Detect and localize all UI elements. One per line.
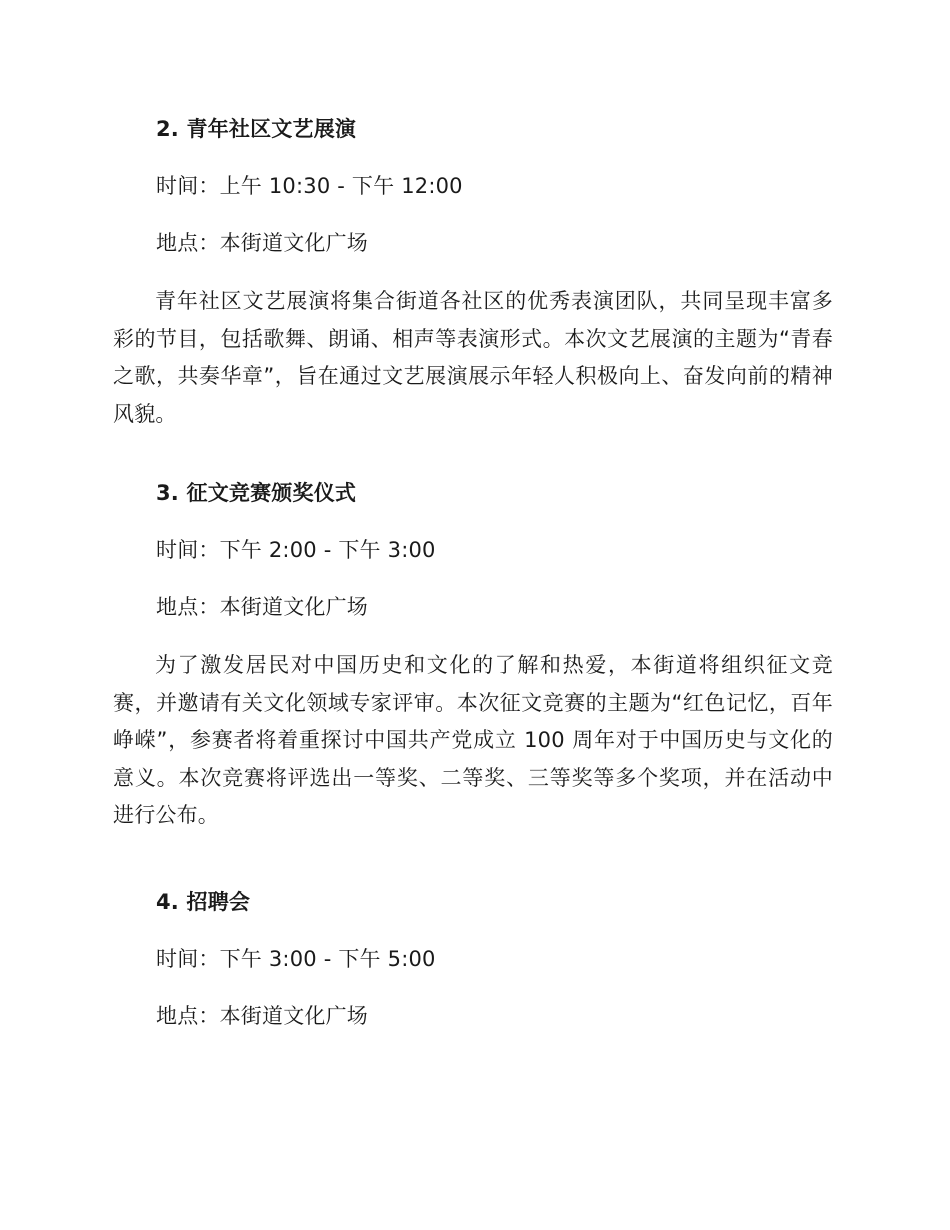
section-location: 地点：本街道文化广场 bbox=[156, 1004, 368, 1028]
section-location: 地点：本街道文化广场 bbox=[156, 595, 368, 619]
section-heading: 2. 青年社区文艺展演 bbox=[156, 117, 357, 141]
section-location: 地点：本街道文化广场 bbox=[156, 231, 368, 255]
section-time: 时间：上午 10:30 - 下午 12:00 bbox=[156, 174, 463, 198]
section-body: 为了激发居民对中国历史和文化的了解和热爱，本街道将组织征文竞赛，并邀请有关文化领域专家评审。本次征文竞赛的主题为“红色记忆，百年峥嵘”，参赛者将着重探讨中国共产党成立 100 周年对于中国历史与文化的意义。本次竞赛将评选出一等奖、二等奖、三等奖等多个奖项，并在活动中进行公布。 bbox=[113, 653, 833, 827]
section-body: 青年社区文艺展演将集合街道各社区的优秀表演团队，共同呈现丰富多彩的节目，包括歌舞、朗诵、相声等表演形式。本次文艺展演的主题为“青春之歌，共奏华章”，旨在通过文艺展演展示年轻人积极向上、奋发向前的精神风貌。 bbox=[113, 289, 833, 426]
section-time: 时间：下午 2:00 - 下午 3:00 bbox=[156, 538, 436, 562]
section-heading: 3. 征文竞赛颁奖仪式 bbox=[156, 481, 357, 505]
section-time: 时间：下午 3:00 - 下午 5:00 bbox=[156, 947, 436, 971]
section-heading: 4. 招聘会 bbox=[156, 890, 251, 914]
